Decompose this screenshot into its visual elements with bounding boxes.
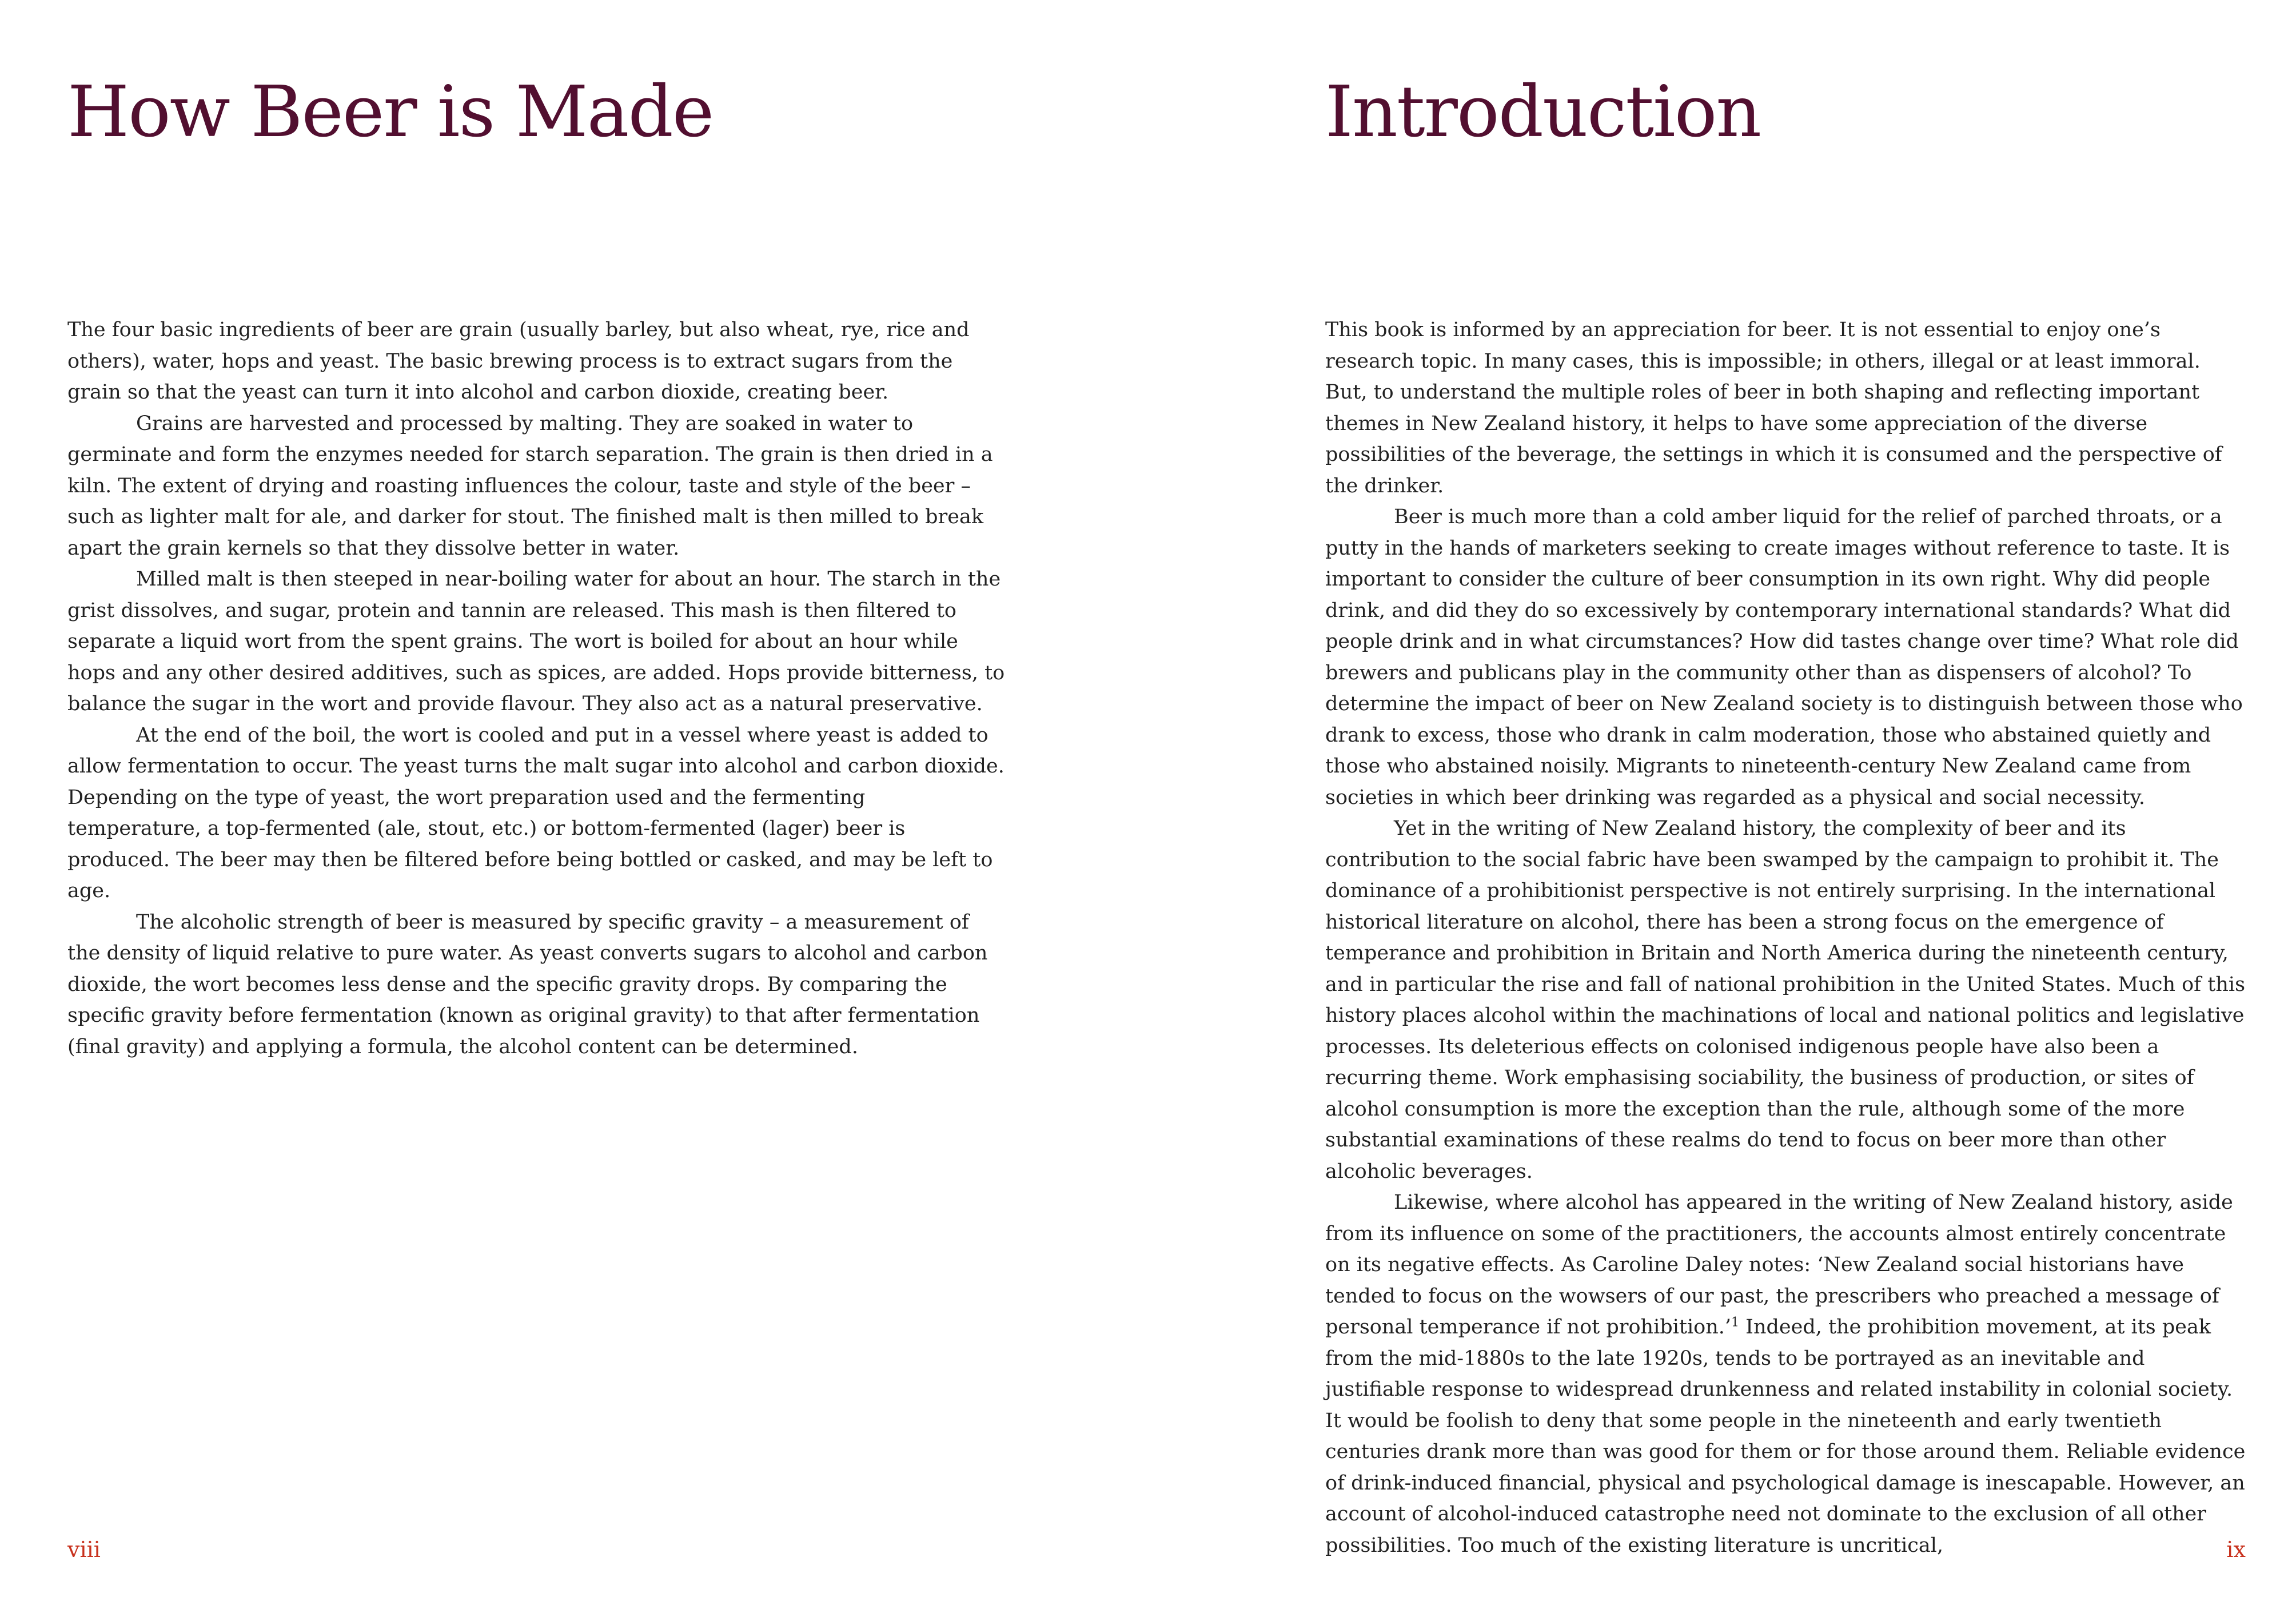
paragraph-text: Likewise, where alcohol has appeared in the writing of New Zealand history, aside from its influence on some of the practitioners, the accounts almost entirely concentrate on its negative effects. As Caroline Daley notes: ‘New Zealand social historians have tended to focus on the wowsers of our past, the prescribers who preached a message of personal temperance if not prohibition.’ (1325, 1191, 2233, 1339)
right-page (1325, 0, 2246, 1621)
paragraph (1325, 1187, 2246, 1561)
page-number: ix (2226, 1537, 2246, 1562)
page-title: Introduction (1325, 71, 1761, 153)
paragraph: Grains are harvested and processed by malting. They are soaked in water to germinate and form the enzymes needed for starch separation. The grain is then dried in a kiln. The extent of drying and roasting influences the colour, taste and style of the beer – such as lighter malt for ale, and darker for stout. The finished malt is then milled to break apart the grain kernels so that they dissolve better in water. (67, 412, 993, 560)
paragraph: Yet in the writing of New Zealand history, the complexity of beer and its contribution to the social fabric have been swamped by the campaign to prohibit it. The dominance of a prohibitionist perspective is not entirely surprising. In the international historical literature on alcohol, there has been a strong focus on the emergence of temperance and prohibition in Britain and North America during the nineteenth century, and in particular the rise and fall of national prohibition in the United States. Much of this history places alcohol within the machinations of local and national politics and legislative processes. Its deleterious effects on colonised indigenous people have also been a recurring theme. Work emphasising sociability, the business of production, or sites of alcohol consumption is more the exception than the rule, although some of the more substantial examinations of these realms do tend to focus on beer more than other alcoholic beverages. (1325, 817, 2246, 1183)
paragraph: The alcoholic strength of beer is measured by specific gravity – a measurement of the density of liquid relative to pure water. As yeast converts sugars to alcohol and carbon dioxide, the wort becomes less dense and the specific gravity drops. By comparing the specific gravity before fermentation (known as original gravity) to that after fermentation (final gravity) and applying a formula, the alcohol content can be determined. (67, 910, 988, 1058)
paragraph: The four basic ingredients of beer are grain (usually barley, but also wheat, rye, rice and others), water, hops and yeast. The basic brewing process is to extract sugars from the grain so that the yeast can turn it into alcohol and carbon dioxide, creating beer. (67, 318, 970, 404)
paragraph: This book is informed by an appreciation for beer. It is not essential to enjoy one’s research topic. In many cases, this is impossible; in others, illegal or at least immoral. But, to understand the multiple roles of beer in both shaping and reflecting important themes in New Zealand history, it helps to have some appreciation of the diverse possibilities of the beverage, the settings in which it is consumed and the perspective of the drinker. (1325, 318, 2222, 497)
footnote-marker[interactable]: 1 (1731, 1315, 1740, 1330)
page-title: How Beer is Made (67, 71, 713, 153)
paragraph-text: Indeed, the prohibition movement, at its peak from the mid-1880s to the late 1920s, tends to be portrayed as an inevitable and justifiable response to widespread drunkenness and related instability in colonial society. It would be foolish to deny that some people in the nineteenth and early twentieth centuries drank more than was good for them or for those around them. Reliable evidence of drink-induced financial, physical and psychological damage is inescapable. However, an account of alcohol-induced catastrophe need not dominate to the exclusion of all other possibilities. Too much of the existing literature is uncritical, (1325, 1316, 2246, 1557)
paragraph: Milled malt is then steeped in near-boiling water for about an hour. The starch in the grist dissolves, and sugar, protein and tannin are released. This mash is then filtered to separate a liquid wort from the spent grains. The wort is boiled for about an hour while hops and any other desired additives, such as spices, are added. Hops provide bitterness, to balance the sugar in the wort and provide flavour. They also act as a natural preservative. (67, 568, 1005, 715)
left-page (67, 0, 1005, 1621)
page-number: viii (67, 1537, 101, 1562)
body-text (67, 314, 1005, 1062)
body-text (1325, 314, 2246, 1561)
paragraph: At the end of the boil, the wort is cooled and put in a vessel where yeast is added to allow fermentation to occur. The yeast turns the malt sugar into alcohol and carbon dioxide. Depending on the type of yeast, the wort preparation used and the fermenting temperature, a top-fermented (ale, stout, etc.) or bottom-fermented (lager) beer is produced. The beer may then be filtered before being bottled or casked, and may be left to age. (67, 723, 1005, 902)
paragraph: Beer is much more than a cold amber liquid for the relief of parched throats, or a putty in the hands of marketers seeking to create images without reference to taste. It is important to consider the culture of beer consumption in its own right. Why did people drink, and did they do so excessively by contemporary international standards? What did people drink and in what circumstances? How did tastes change over time? What role did brewers and publicans play in the community other than as dispensers of alcohol? To determine the impact of beer on New Zealand society is to distinguish between those who drank to excess, those who drank in calm moderation, those who abstained quietly and those who abstained noisily. Migrants to nineteenth-century New Zealand came from societies in which beer drinking was regarded as a physical and social necessity. (1325, 505, 2243, 809)
